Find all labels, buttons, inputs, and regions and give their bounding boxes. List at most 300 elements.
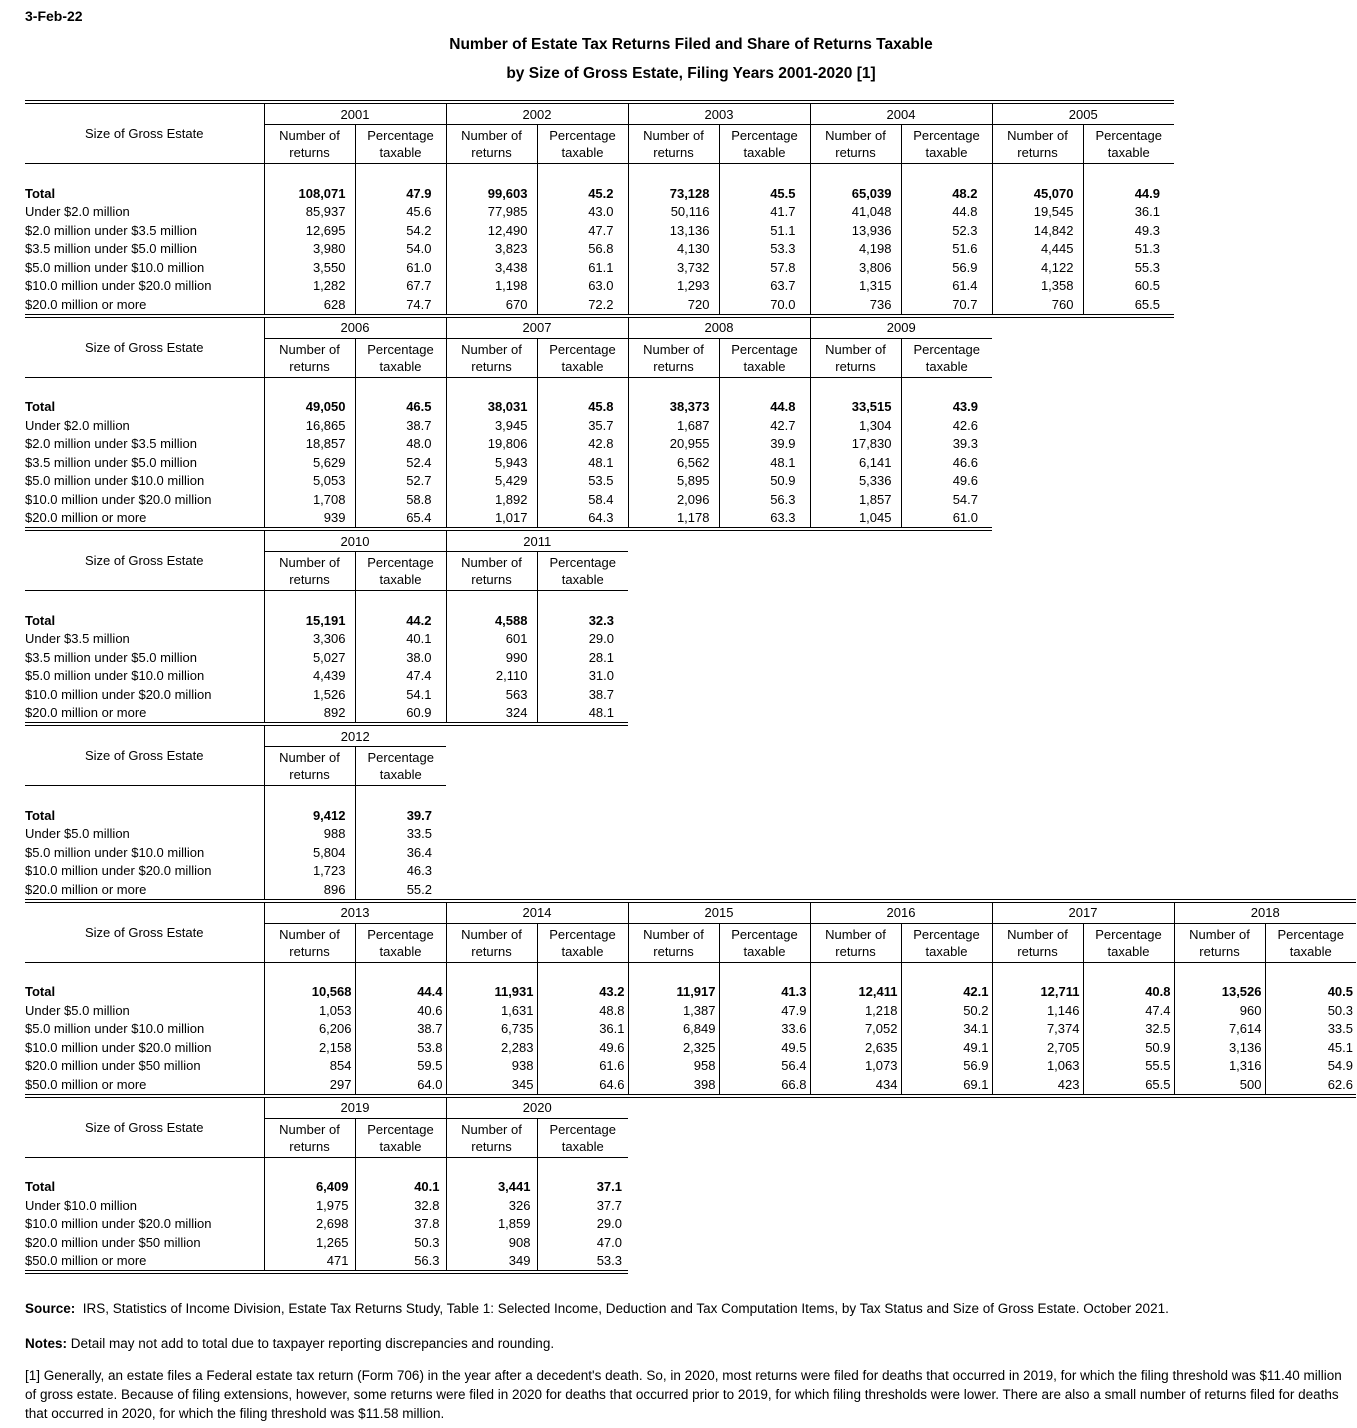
- row-header-label: Size of Gross Estate: [25, 318, 264, 378]
- cell-value: 67.7: [355, 277, 446, 296]
- year-header: 2007: [446, 318, 628, 339]
- row-label: $2.0 million under $3.5 million: [25, 221, 264, 240]
- cell-value: 40.6: [355, 1001, 446, 1020]
- cell-value: 12,490: [446, 221, 537, 240]
- cell-value: 324: [446, 704, 537, 725]
- cell-value: 50.3: [355, 1233, 446, 1252]
- spacer-cell: [901, 377, 992, 398]
- spacer-cell: [355, 164, 446, 185]
- table-section-2006-2007-2008-2009: [25, 318, 992, 532]
- cell-value: 38,031: [446, 398, 537, 417]
- cell-value: 43.9: [901, 398, 992, 417]
- cell-value: 11,917: [628, 983, 719, 1002]
- cell-value: 1,304: [810, 416, 901, 435]
- cell-value: 2,698: [264, 1215, 355, 1234]
- table-row: [25, 295, 1174, 316]
- table-row: [25, 472, 992, 491]
- cell-value: 43.2: [537, 983, 628, 1002]
- cell-value: 77,985: [446, 203, 537, 222]
- cell-value: 1,892: [446, 490, 537, 509]
- cell-value: 57.8: [719, 258, 810, 277]
- cell-value: 45.1: [1265, 1038, 1356, 1057]
- cell-value: 4,130: [628, 240, 719, 259]
- cell-value: 61.4: [901, 277, 992, 296]
- row-label: Total: [25, 611, 264, 630]
- table-row: [25, 416, 992, 435]
- row-label: Total: [25, 983, 264, 1002]
- cell-value: 1,073: [810, 1057, 901, 1076]
- table-row: [25, 1075, 1356, 1096]
- cell-value: 65.4: [355, 509, 446, 530]
- cell-value: 42.7: [719, 416, 810, 435]
- cell-value: 5,053: [264, 472, 355, 491]
- spacer-cell: [628, 962, 719, 983]
- cell-value: 670: [446, 295, 537, 316]
- cell-value: 52.7: [355, 472, 446, 491]
- spacer-cell: [264, 164, 355, 185]
- cell-value: 50,116: [628, 203, 719, 222]
- cell-value: 45.8: [537, 398, 628, 417]
- column-subheader: Percentage taxable: [355, 125, 446, 164]
- table-row: [25, 221, 1174, 240]
- table-row: [25, 825, 446, 844]
- spacer-cell: [446, 377, 537, 398]
- notes-label: Notes:: [25, 1336, 68, 1351]
- cell-value: 33.5: [355, 825, 446, 844]
- row-label: $10.0 million under $20.0 million: [25, 1038, 264, 1057]
- cell-value: 13,526: [1174, 983, 1265, 1002]
- row-label: $5.0 million under $10.0 million: [25, 1020, 264, 1039]
- cell-value: 4,445: [992, 240, 1083, 259]
- row-label: $10.0 million under $20.0 million: [25, 490, 264, 509]
- spacer-row: [25, 786, 446, 807]
- cell-value: 41.3: [719, 983, 810, 1002]
- row-label: $3.5 million under $5.0 million: [25, 648, 264, 667]
- cell-value: 39.9: [719, 435, 810, 454]
- table-section-2012: [25, 726, 446, 899]
- spacer-row: [25, 377, 992, 398]
- cell-value: 56.3: [355, 1252, 446, 1273]
- cell-value: 7,614: [1174, 1020, 1265, 1039]
- report-date: 3-Feb-22: [25, 8, 83, 24]
- cell-value: 29.0: [537, 630, 628, 649]
- spacer-cell: [25, 962, 264, 983]
- cell-value: 36.1: [537, 1020, 628, 1039]
- column-subheader: Percentage taxable: [355, 923, 446, 962]
- spacer-cell: [264, 786, 355, 807]
- cell-value: 5,429: [446, 472, 537, 491]
- table-section-2001-2002-2003-2004-2005: [25, 100, 1174, 318]
- cell-value: 37.1: [537, 1178, 628, 1197]
- cell-value: 41,048: [810, 203, 901, 222]
- cell-value: 50.9: [719, 472, 810, 491]
- column-subheader: Percentage taxable: [355, 1118, 446, 1157]
- cell-value: 44.9: [1083, 184, 1174, 203]
- cell-value: 54.2: [355, 221, 446, 240]
- column-subheader: Percentage taxable: [537, 552, 628, 591]
- cell-value: 1,526: [264, 685, 355, 704]
- cell-value: 6,206: [264, 1020, 355, 1039]
- header-row-years: [25, 531, 628, 552]
- cell-value: 471: [264, 1252, 355, 1273]
- column-subheader: Percentage taxable: [719, 923, 810, 962]
- cell-value: 72.2: [537, 295, 628, 316]
- cell-value: 48.1: [719, 453, 810, 472]
- row-label: Under $3.5 million: [25, 630, 264, 649]
- cell-value: 938: [446, 1057, 537, 1076]
- row-label: $20.0 million or more: [25, 295, 264, 316]
- cell-value: 2,635: [810, 1038, 901, 1057]
- cell-value: 16,865: [264, 416, 355, 435]
- header-row-years: [25, 901, 1356, 924]
- cell-value: 3,550: [264, 258, 355, 277]
- cell-value: 34.1: [901, 1020, 992, 1039]
- cell-value: 36.4: [355, 843, 446, 862]
- table-row: [25, 843, 446, 862]
- table-row: [25, 1020, 1356, 1039]
- table-row: [25, 685, 628, 704]
- cell-value: 56.9: [901, 1057, 992, 1076]
- notes-note: [25, 1335, 1355, 1352]
- table-row: [25, 398, 992, 417]
- cell-value: 61.6: [537, 1057, 628, 1076]
- cell-value: 61.0: [901, 509, 992, 530]
- row-label: Under $2.0 million: [25, 416, 264, 435]
- spacer-cell: [25, 786, 264, 807]
- cell-value: 2,705: [992, 1038, 1083, 1057]
- cell-value: 7,052: [810, 1020, 901, 1039]
- spacer-cell: [537, 164, 628, 185]
- cell-value: 49.6: [901, 472, 992, 491]
- cell-value: 939: [264, 509, 355, 530]
- cell-value: 46.3: [355, 862, 446, 881]
- cell-value: 50.3: [1265, 1001, 1356, 1020]
- row-label: $20.0 million or more: [25, 704, 264, 725]
- column-subheader: Number of returns: [810, 923, 901, 962]
- cell-value: 61.1: [537, 258, 628, 277]
- row-label: $10.0 million under $20.0 million: [25, 862, 264, 881]
- cell-value: 60.9: [355, 704, 446, 725]
- cell-value: 7,374: [992, 1020, 1083, 1039]
- column-subheader: Number of returns: [628, 923, 719, 962]
- spacer-cell: [810, 962, 901, 983]
- cell-value: 70.7: [901, 295, 992, 316]
- table-row: [25, 862, 446, 881]
- row-label: $10.0 million under $20.0 million: [25, 277, 264, 296]
- row-header-label: Size of Gross Estate: [25, 901, 264, 963]
- cell-value: 65.5: [1083, 1075, 1174, 1096]
- cell-value: 41.7: [719, 203, 810, 222]
- table-row: [25, 258, 1174, 277]
- year-header: 2009: [810, 318, 992, 339]
- table-row: [25, 203, 1174, 222]
- cell-value: 1,146: [992, 1001, 1083, 1020]
- year-header: 2016: [810, 901, 992, 924]
- cell-value: 50.2: [901, 1001, 992, 1020]
- spacer-cell: [719, 164, 810, 185]
- cell-value: 3,441: [446, 1178, 537, 1197]
- cell-value: 908: [446, 1233, 537, 1252]
- year-header: 2015: [628, 901, 810, 924]
- cell-value: 42.8: [537, 435, 628, 454]
- row-label: $5.0 million under $10.0 million: [25, 472, 264, 491]
- spacer-cell: [901, 164, 992, 185]
- cell-value: 85,937: [264, 203, 355, 222]
- column-subheader: Percentage taxable: [355, 552, 446, 591]
- cell-value: 64.0: [355, 1075, 446, 1096]
- cell-value: 960: [1174, 1001, 1265, 1020]
- cell-value: 42.1: [901, 983, 992, 1002]
- year-header: 2019: [264, 1098, 446, 1119]
- cell-value: 2,158: [264, 1038, 355, 1057]
- column-subheader: Number of returns: [810, 125, 901, 164]
- cell-value: 45.5: [719, 184, 810, 203]
- cell-value: 3,945: [446, 416, 537, 435]
- cell-value: 47.0: [537, 1233, 628, 1252]
- spacer-cell: [628, 377, 719, 398]
- cell-value: 70.0: [719, 295, 810, 316]
- cell-value: 2,283: [446, 1038, 537, 1057]
- cell-value: 1,631: [446, 1001, 537, 1020]
- cell-value: 1,857: [810, 490, 901, 509]
- cell-value: 35.7: [537, 416, 628, 435]
- table-row: [25, 240, 1174, 259]
- cell-value: 51.1: [719, 221, 810, 240]
- cell-value: 4,122: [992, 258, 1083, 277]
- cell-value: 56.3: [719, 490, 810, 509]
- notes-text: Detail may not add to total due to taxpayer reporting discrepancies and rounding.: [70, 1336, 555, 1351]
- spacer-cell: [446, 962, 537, 983]
- table-row: [25, 1057, 1356, 1076]
- cell-value: 6,409: [264, 1178, 355, 1197]
- cell-value: 54.1: [355, 685, 446, 704]
- spacer-row: [25, 591, 628, 612]
- column-subheader: Number of returns: [264, 552, 355, 591]
- cell-value: 3,823: [446, 240, 537, 259]
- cell-value: 53.3: [537, 1252, 628, 1273]
- spacer-row: [25, 962, 1356, 983]
- cell-value: 29.0: [537, 1215, 628, 1234]
- cell-value: 434: [810, 1075, 901, 1096]
- cell-value: 48.8: [537, 1001, 628, 1020]
- table-row: [25, 806, 446, 825]
- cell-value: 65.5: [1083, 295, 1174, 316]
- cell-value: 28.1: [537, 648, 628, 667]
- cell-value: 40.8: [1083, 983, 1174, 1002]
- cell-value: 1,063: [992, 1057, 1083, 1076]
- cell-value: 601: [446, 630, 537, 649]
- cell-value: 49.1: [901, 1038, 992, 1057]
- table-row: [25, 1252, 628, 1273]
- cell-value: 1,282: [264, 277, 355, 296]
- cell-value: 19,545: [992, 203, 1083, 222]
- cell-value: 36.1: [1083, 203, 1174, 222]
- cell-value: 1,198: [446, 277, 537, 296]
- spacer-cell: [719, 377, 810, 398]
- cell-value: 55.5: [1083, 1057, 1174, 1076]
- cell-value: 63.3: [719, 509, 810, 530]
- cell-value: 11,931: [446, 983, 537, 1002]
- cell-value: 500: [1174, 1075, 1265, 1096]
- cell-value: 55.2: [355, 880, 446, 899]
- spacer-cell: [355, 1157, 446, 1178]
- column-subheader: Percentage taxable: [537, 338, 628, 377]
- header-row-years: [25, 726, 446, 747]
- table-row: [25, 1001, 1356, 1020]
- source-label: Source:: [25, 1301, 76, 1316]
- title-block: [0, 30, 1357, 88]
- cell-value: 62.6: [1265, 1075, 1356, 1096]
- spacer-row: [25, 164, 1174, 185]
- cell-value: 4,198: [810, 240, 901, 259]
- cell-value: 45,070: [992, 184, 1083, 203]
- cell-value: 6,141: [810, 453, 901, 472]
- table-row: [25, 1178, 628, 1197]
- cell-value: 49.3: [1083, 221, 1174, 240]
- cell-value: 44.2: [355, 611, 446, 630]
- cell-value: 17,830: [810, 435, 901, 454]
- column-subheader: Percentage taxable: [537, 1118, 628, 1157]
- column-subheader: Number of returns: [264, 747, 355, 786]
- year-header: 2006: [264, 318, 446, 339]
- row-label: $20.0 million under $50 million: [25, 1057, 264, 1076]
- cell-value: 6,735: [446, 1020, 537, 1039]
- cell-value: 988: [264, 825, 355, 844]
- year-header: 2013: [264, 901, 446, 924]
- column-subheader: Number of returns: [264, 125, 355, 164]
- cell-value: 45.6: [355, 203, 446, 222]
- row-label: $50.0 million or more: [25, 1252, 264, 1273]
- cell-value: 892: [264, 704, 355, 725]
- year-header: 2020: [446, 1098, 628, 1119]
- cell-value: 108,071: [264, 184, 355, 203]
- table-row: [25, 435, 992, 454]
- column-subheader: Percentage taxable: [355, 338, 446, 377]
- cell-value: 6,562: [628, 453, 719, 472]
- column-subheader: Percentage taxable: [537, 923, 628, 962]
- cell-value: 40.1: [355, 1178, 446, 1197]
- row-label: Total: [25, 398, 264, 417]
- cell-value: 49.5: [719, 1038, 810, 1057]
- spacer-cell: [537, 962, 628, 983]
- column-subheader: Number of returns: [628, 338, 719, 377]
- cell-value: 5,629: [264, 453, 355, 472]
- cell-value: 74.7: [355, 295, 446, 316]
- year-header: 2014: [446, 901, 628, 924]
- spacer-cell: [1083, 962, 1174, 983]
- spacer-cell: [355, 962, 446, 983]
- cell-value: 628: [264, 295, 355, 316]
- header-row-years: [25, 102, 1174, 125]
- cell-value: 1,293: [628, 277, 719, 296]
- cell-value: 297: [264, 1075, 355, 1096]
- column-subheader: Number of returns: [446, 923, 537, 962]
- cell-value: 12,411: [810, 983, 901, 1002]
- cell-value: 32.5: [1083, 1020, 1174, 1039]
- cell-value: 65,039: [810, 184, 901, 203]
- cell-value: 1,017: [446, 509, 537, 530]
- cell-value: 5,895: [628, 472, 719, 491]
- spacer-cell: [537, 1157, 628, 1178]
- column-subheader: Number of returns: [992, 125, 1083, 164]
- table-row: [25, 704, 628, 725]
- cell-value: 31.0: [537, 667, 628, 686]
- cell-value: 2,325: [628, 1038, 719, 1057]
- cell-value: 53.8: [355, 1038, 446, 1057]
- cell-value: 38.7: [355, 1020, 446, 1039]
- cell-value: 736: [810, 295, 901, 316]
- column-subheader: Number of returns: [446, 1118, 537, 1157]
- cell-value: 53.3: [719, 240, 810, 259]
- cell-value: 12,711: [992, 983, 1083, 1002]
- year-header: 2010: [264, 531, 446, 552]
- year-header: 2008: [628, 318, 810, 339]
- header-row-years: [25, 1098, 628, 1119]
- cell-value: 3,438: [446, 258, 537, 277]
- page-subtitle: by Size of Gross Estate, Filing Years 2001-2020 [1]: [506, 65, 876, 82]
- cell-value: 56.8: [537, 240, 628, 259]
- cell-value: 6,849: [628, 1020, 719, 1039]
- cell-value: 15,191: [264, 611, 355, 630]
- cell-value: 61.0: [355, 258, 446, 277]
- row-label: Total: [25, 1178, 264, 1197]
- cell-value: 40.1: [355, 630, 446, 649]
- table-row: [25, 453, 992, 472]
- estate-tax-tables: [0, 100, 1357, 1274]
- cell-value: 64.3: [537, 509, 628, 530]
- column-subheader: Percentage taxable: [901, 338, 992, 377]
- cell-value: 3,806: [810, 258, 901, 277]
- column-subheader: Percentage taxable: [1083, 923, 1174, 962]
- cell-value: 4,439: [264, 667, 355, 686]
- table-section-2019-2020: [25, 1098, 628, 1275]
- column-subheader: Number of returns: [264, 1118, 355, 1157]
- spacer-cell: [355, 591, 446, 612]
- cell-value: 58.8: [355, 490, 446, 509]
- row-label: $3.5 million under $5.0 million: [25, 453, 264, 472]
- row-header-label: Size of Gross Estate: [25, 726, 264, 786]
- cell-value: 854: [264, 1057, 355, 1076]
- table-row: [25, 667, 628, 686]
- cell-value: 37.8: [355, 1215, 446, 1234]
- row-label: Under $5.0 million: [25, 1001, 264, 1020]
- footer: [25, 1300, 1355, 1423]
- year-header: 2005: [992, 102, 1174, 125]
- spacer-cell: [628, 164, 719, 185]
- row-label: $20.0 million or more: [25, 509, 264, 530]
- cell-value: 42.6: [901, 416, 992, 435]
- cell-value: 1,265: [264, 1233, 355, 1252]
- cell-value: 37.7: [537, 1196, 628, 1215]
- cell-value: 326: [446, 1196, 537, 1215]
- spacer-cell: [992, 962, 1083, 983]
- table-row: [25, 648, 628, 667]
- table-row: [25, 1215, 628, 1234]
- row-label: $10.0 million under $20.0 million: [25, 1215, 264, 1234]
- cell-value: 49.6: [537, 1038, 628, 1057]
- year-header: 2011: [446, 531, 628, 552]
- footnote-1: [1] Generally, an estate files a Federal estate tax return (Form 706) in the year after a decedent's death. So, in 2020, most returns were filed for deaths that occurred in 2019, for which the filing threshold was $11.40 million of gross estate. Because of filing extensions, however, some returns were filed in 2020 for deaths that occurred prior to 2019, for which filing thresholds were lower. There are also a small number of returns filed for deaths that occurred in 2020, for which the filing threshold was $11.58 million.: [25, 1368, 1342, 1421]
- row-header-label: Size of Gross Estate: [25, 531, 264, 591]
- year-header: 2018: [1174, 901, 1356, 924]
- cell-value: 40.5: [1265, 983, 1356, 1002]
- table-section-2010-2011: [25, 531, 628, 726]
- cell-value: 398: [628, 1075, 719, 1096]
- spacer-cell: [1174, 962, 1265, 983]
- cell-value: 56.9: [901, 258, 992, 277]
- cell-value: 1,316: [1174, 1057, 1265, 1076]
- cell-value: 52.3: [901, 221, 992, 240]
